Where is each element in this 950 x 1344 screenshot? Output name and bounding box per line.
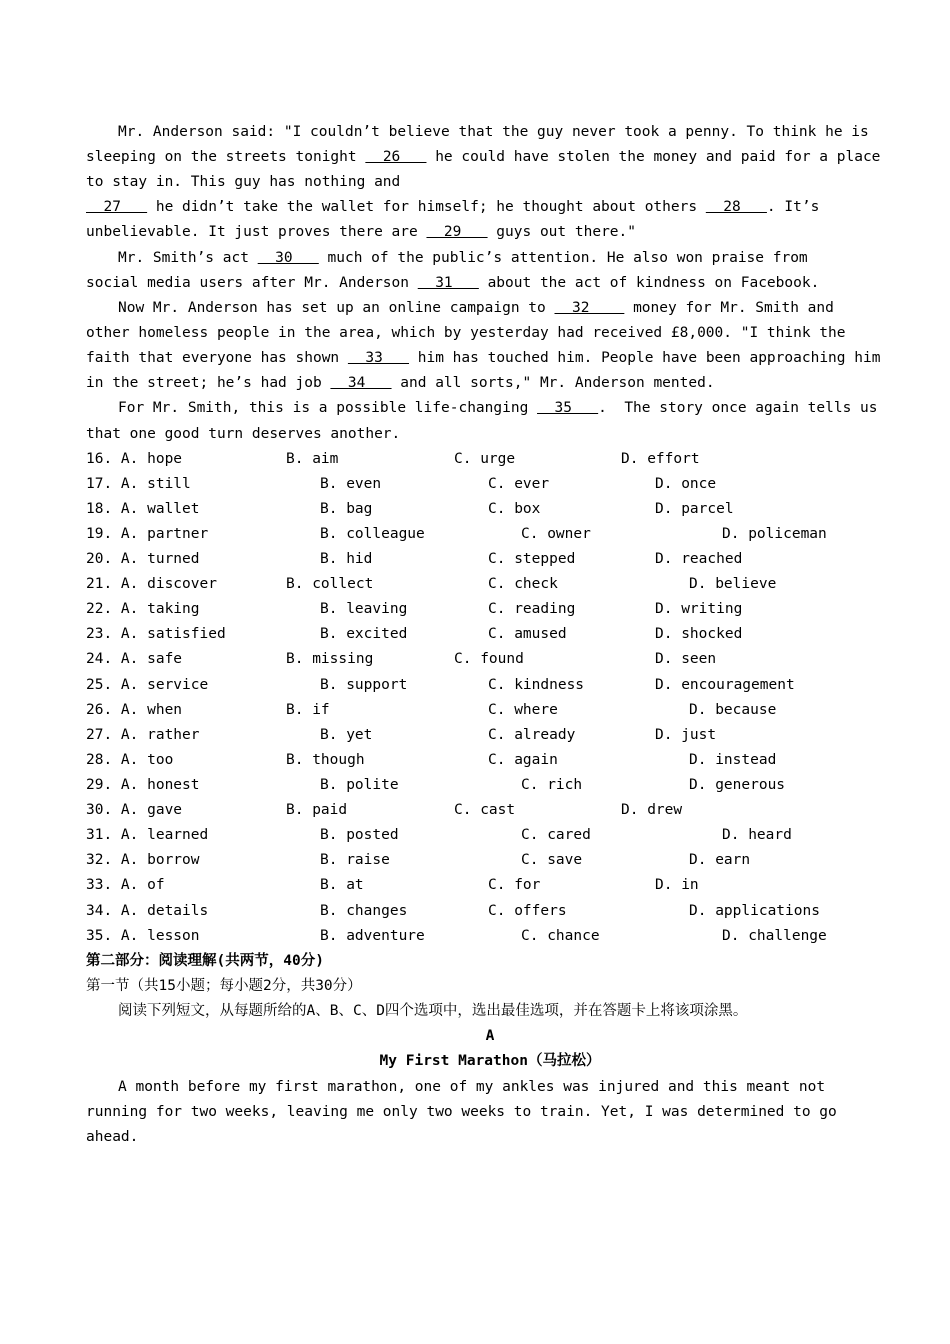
- question-21-d: D. believe: [689, 576, 777, 592]
- passage-title: My First Marathon（马拉松）: [379, 1053, 601, 1069]
- question-33-d: D. in: [655, 877, 699, 893]
- question-30-d: D. drew: [621, 802, 683, 818]
- question-29-a: 29. A. honest: [86, 777, 200, 793]
- question-18-d: D. parcel: [655, 501, 734, 517]
- question-19-d: D. policeman: [722, 526, 827, 542]
- question-24-b: B. missing: [286, 651, 374, 667]
- question-29-b: B. polite: [320, 777, 399, 793]
- question-16-b: B. aim: [286, 451, 339, 467]
- blank-30: 30: [257, 250, 319, 266]
- passage-line: to stay in. This guy has nothing and: [86, 174, 401, 190]
- question-20-b: B. hid: [320, 551, 373, 567]
- question-34-d: D. applications: [689, 903, 820, 919]
- section-heading: 第一节（共15小题；每小题2分，共30分）: [86, 978, 362, 994]
- question-21-a: 21. A. discover: [86, 576, 217, 592]
- question-26-b: B. if: [286, 702, 330, 718]
- question-21-b: B. collect: [286, 576, 374, 592]
- question-30-b: B. paid: [286, 802, 348, 818]
- question-17-b: B. even: [320, 476, 382, 492]
- question-22-b: B. leaving: [320, 601, 408, 617]
- question-32-a: 32. A. borrow: [86, 852, 200, 868]
- question-22-a: 22. A. taking: [86, 601, 200, 617]
- question-17-a: 17. A. still: [86, 476, 191, 492]
- instruction-text: 阅读下列短文，从每题所给的A、B、C、D四个选项中，选出最佳选项，并在答题卡上将该项涂黑。: [118, 1003, 748, 1019]
- question-26-d: D. because: [689, 702, 777, 718]
- passage-line: ahead.: [86, 1129, 139, 1145]
- question-25-b: B. support: [320, 677, 408, 693]
- question-34-a: 34. A. details: [86, 903, 209, 919]
- question-17-d: D. once: [655, 476, 717, 492]
- question-33-c: C. for: [488, 877, 541, 893]
- question-35-d: D. challenge: [722, 928, 827, 944]
- question-25-a: 25. A. service: [86, 677, 209, 693]
- question-32-d: D. earn: [689, 852, 751, 868]
- blank-31: 31: [417, 275, 479, 291]
- question-20-a: 20. A. turned: [86, 551, 200, 567]
- question-19-b: B. colleague: [320, 526, 425, 542]
- question-27-d: D. just: [655, 727, 717, 743]
- question-23-c: C. amused: [488, 626, 567, 642]
- question-28-a: 28. A. too: [86, 752, 174, 768]
- passage-line: A month before my first marathon, one of my ankles was injured and this meant not: [118, 1079, 826, 1095]
- question-29-c: C. rich: [521, 777, 583, 793]
- blank-27: 27: [86, 199, 148, 215]
- question-28-b: B. though: [286, 752, 365, 768]
- question-18-a: 18. A. wallet: [86, 501, 200, 517]
- question-32-c: C. save: [521, 852, 583, 868]
- passage-line: other homeless people in the area, which by yesterday had received £8,000. "I think the: [86, 325, 846, 341]
- question-19-c: C. owner: [521, 526, 591, 542]
- question-22-c: C. reading: [488, 601, 576, 617]
- question-20-d: D. reached: [655, 551, 743, 567]
- question-31-d: D. heard: [722, 827, 792, 843]
- question-22-d: D. writing: [655, 601, 743, 617]
- question-34-b: B. changes: [320, 903, 408, 919]
- passage-line: in the street; he’s had job 34 and all sorts," Mr. Anderson mented.: [86, 375, 715, 391]
- question-16-a: 16. A. hope: [86, 451, 183, 467]
- question-28-c: C. again: [488, 752, 558, 768]
- passage-line: sleeping on the streets tonight 26 he could have stolen the money and paid for a place: [86, 149, 881, 165]
- question-33-b: B. at: [320, 877, 364, 893]
- passage-line: Now Mr. Anderson has set up an online campaign to 32 money for Mr. Smith and: [118, 300, 834, 316]
- passage-letter: A: [485, 1028, 495, 1044]
- question-24-d: D. seen: [655, 651, 717, 667]
- question-24-c: C. found: [454, 651, 524, 667]
- blank-28: 28: [705, 199, 767, 215]
- question-19-a: 19. A. partner: [86, 526, 209, 542]
- question-28-d: D. instead: [689, 752, 777, 768]
- passage-line: faith that everyone has shown 33 him has touched him. People have been approaching him: [86, 350, 881, 366]
- question-16-d: D. effort: [621, 451, 700, 467]
- question-16-c: C. urge: [454, 451, 516, 467]
- blank-34: 34: [330, 375, 392, 391]
- question-27-b: B. yet: [320, 727, 373, 743]
- question-23-d: D. shocked: [655, 626, 743, 642]
- question-31-c: C. cared: [521, 827, 591, 843]
- question-18-c: C. box: [488, 501, 541, 517]
- question-25-c: C. kindness: [488, 677, 585, 693]
- question-17-c: C. ever: [488, 476, 550, 492]
- passage-line: social media users after Mr. Anderson 31 about the act of kindness on Facebook.: [86, 275, 820, 291]
- question-31-b: B. posted: [320, 827, 399, 843]
- question-35-b: B. adventure: [320, 928, 425, 944]
- question-20-c: C. stepped: [488, 551, 576, 567]
- question-30-a: 30. A. gave: [86, 802, 183, 818]
- blank-35: 35: [537, 400, 599, 416]
- question-24-a: 24. A. safe: [86, 651, 183, 667]
- question-23-a: 23. A. satisfied: [86, 626, 226, 642]
- question-30-c: C. cast: [454, 802, 516, 818]
- passage-line: running for two weeks, leaving me only two weeks to train. Yet, I was determined to go: [86, 1104, 837, 1120]
- question-35-c: C. chance: [521, 928, 600, 944]
- blank-33: 33: [347, 350, 410, 366]
- blank-32: 32: [554, 300, 625, 316]
- question-25-d: D. encouragement: [655, 677, 795, 693]
- passage-line: Mr. Smith’s act 30 much of the public’s attention. He also won praise from: [118, 250, 808, 266]
- question-33-a: 33. A. of: [86, 877, 165, 893]
- blank-29: 29: [426, 224, 488, 240]
- question-27-a: 27. A. rather: [86, 727, 200, 743]
- question-27-c: C. already: [488, 727, 576, 743]
- question-26-a: 26. A. when: [86, 702, 183, 718]
- question-23-b: B. excited: [320, 626, 408, 642]
- question-32-b: B. raise: [320, 852, 390, 868]
- passage-line: Mr. Anderson said: "I couldn’t believe that the guy never took a penny. To think he is: [118, 124, 869, 140]
- passage-line: 27 he didn’t take the wallet for himself; he thought about others 28 . It’s: [86, 199, 820, 215]
- passage-line: unbelievable. It just proves there are 29 guys out there.": [86, 224, 636, 240]
- question-21-c: C. check: [488, 576, 558, 592]
- blank-26: 26: [365, 149, 427, 165]
- question-31-a: 31. A. learned: [86, 827, 209, 843]
- passage-line: For Mr. Smith, this is a possible life-changing 35 . The story once again tells us: [118, 400, 878, 416]
- question-18-b: B. bag: [320, 501, 373, 517]
- question-26-c: C. where: [488, 702, 558, 718]
- passage-line: that one good turn deserves another.: [86, 426, 401, 442]
- part-heading: 第二部分：阅读理解(共两节，40分): [86, 953, 324, 969]
- question-34-c: C. offers: [488, 903, 567, 919]
- question-29-d: D. generous: [689, 777, 786, 793]
- question-35-a: 35. A. lesson: [86, 928, 200, 944]
